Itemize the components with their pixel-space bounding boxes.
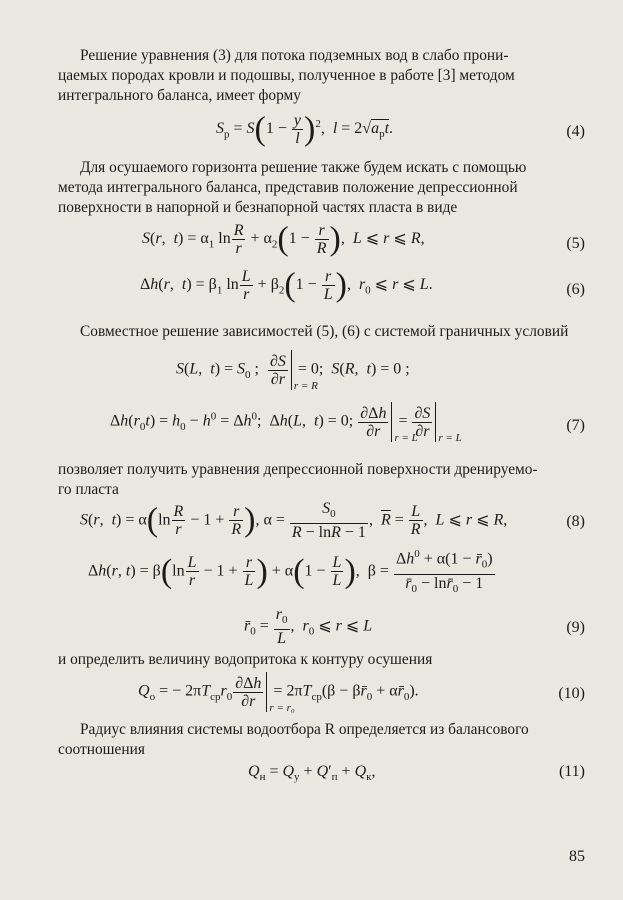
text-line: метода интегрального баланса, представив положение депрессионной (58, 179, 518, 196)
text-line: Для осушаемого горизонта решение также будем искать с помощью (80, 159, 527, 176)
text-line: Совместное решение зависимостей (5), (6) с системой граничных условий (80, 323, 569, 340)
equation-7 (58, 402, 585, 452)
equation-10-formula: $Q_о$ = − $2\pi T_{ср}r_0$ $\frac{\partial\Delta h}{\partial r}$ r = r₀ = $2\pi T_{ср}(\beta$ − $\beta r̄_0$ + $\alpha r̄_0$). (138, 672, 419, 712)
equation-9 (58, 606, 585, 646)
boundary-conditions-1 (58, 350, 585, 396)
text-line: поверхности в напорной и безнапорной частях пласта в виде (58, 199, 458, 216)
equation-8-formula: S(r, t) = α(ln $\frac{R}{r}$ − 1 + $\frac{r}{R}$ ), α = $\frac{S_0}{\overline{R} - \ln\overline{R} - 1}$ , $\overline{R}$ = $\frac{L}{R}$ , L ⩽ r ⩽ R, (80, 500, 508, 542)
paragraph-2 (58, 158, 585, 218)
equation-11-formula: $Q_н = Q_у + Q'_п + Q_к$, (248, 763, 376, 784)
paragraph-3 (58, 322, 585, 342)
text-line: позволяет получить уравнения депрессионной поверхности дренируемо- (58, 461, 538, 478)
equation-8-continued-formula: Δh(r, t) = β(ln $\frac{L}{r}$ − 1 + $\frac{r}{L}$ ) + α(1 − $\frac{L}{L}$ ), β = $\frac{\Delta h^0 + \alpha(1 - r̄_0)}{r̄_0 - \ln r̄_0 - 1}$ (88, 546, 496, 598)
equation-8 (58, 500, 585, 544)
equation-number: (8) (566, 513, 585, 530)
text-line: го пласта (58, 481, 119, 498)
page-number: 85 (569, 848, 585, 865)
paragraph-5 (58, 650, 585, 670)
equation-5-formula: S(r, $t) = \alpha_1$ ln $\frac{R}{r}$ + $\alpha_2(1$ − $\frac{r}{R}$ ), L ⩽ r ⩽ R, (142, 220, 425, 258)
equation-number: (10) (558, 685, 585, 702)
equation-number: (7) (566, 417, 585, 434)
equation-number: (4) (566, 123, 585, 140)
equation-9-formula: $r̄_0$ = $\frac{r_0}{L}$ , $r_0$ ⩽ r ⩽ L (244, 606, 373, 648)
equation-number: (6) (566, 281, 585, 298)
equation-number: (11) (558, 763, 585, 780)
equation-number: (9) (566, 619, 585, 636)
paragraph-4 (58, 460, 585, 500)
equation-10 (58, 672, 585, 720)
boundary-conditions-1-formula: S(L, $t) = S_0$ ; $\frac{\partial S}{\partial r}$ r = R = 0; S(R, t) = 0 ; (176, 350, 410, 390)
equation-11 (58, 762, 585, 786)
text-line: соотношения (58, 741, 145, 758)
equation-6-formula: Δh(r, $t) = \beta_1$ ln $\frac{L}{r}$ + $\beta_2(1$ − $\frac{r}{L}$ ), $r_0$ ⩽ r ⩽ L. (140, 266, 433, 304)
text-line: Радиус влияния системы водоотбора R определяется из балансового (80, 721, 529, 738)
equation-7-formula: $\Delta h(r_0t) = h_0 - h^0 = \Delta h^0$; Δh(L, t) = 0; $\frac{\partial\Delta h}{\partial r}$ r = L = $\frac{\partial S}{\partial r}$ r = L (110, 402, 438, 442)
equation-4 (58, 110, 585, 152)
equation-6 (58, 268, 585, 308)
equation-number: (5) (566, 235, 585, 252)
text-line: интегрального баланса, имеет форму (58, 87, 301, 104)
equation-5 (58, 222, 585, 262)
text-line: Решение уравнения (3) для потока подземных вод в слабо прони- (80, 47, 509, 64)
paragraph-6 (58, 720, 585, 760)
equation-4-formula: $S_р = S(1$ − $\frac{y}{l}$ )$^2$, $l = 2√a_рt$. (216, 110, 394, 148)
paragraph-1 (58, 46, 585, 106)
equation-8-continued (58, 546, 585, 594)
text-line: и определить величину водопритока к контуру осушения (58, 651, 433, 668)
text-line: цаемых породах кровли и подошвы, полученное в работе [3] методом (58, 67, 515, 84)
